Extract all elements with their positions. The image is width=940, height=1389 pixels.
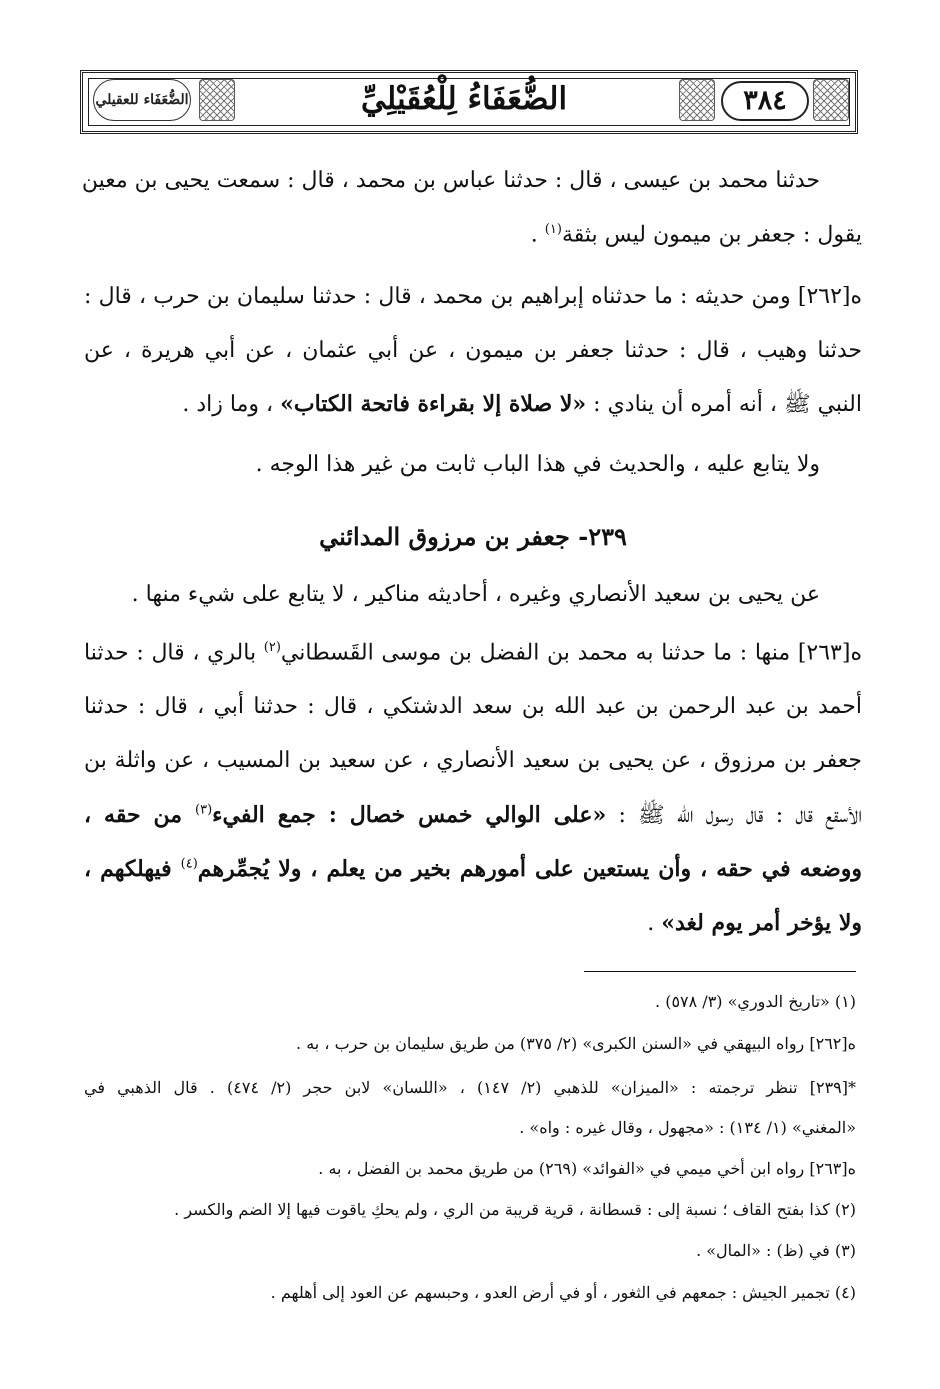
footnote-ref[interactable]: (١)	[544, 222, 562, 237]
footnote: (٢) كذا بفتح القاف ؛ نسبة إلى : قسطانة ، قرية قريبة من الري ، ولم يحكِ ياقوت فيها إلا الضم والكسر .	[174, 1200, 856, 1219]
text-segment: ، وما زاد .	[182, 392, 281, 417]
text-segment: يقول : جعفر بن ميمون ليس بثقة	[561, 222, 862, 248]
book-logo: الضُّعَفَاء للعقيلي	[93, 79, 191, 121]
text-segment: حدثنا وهيب ، قال : حدثنا جعفر بن ميمون ، عن أبي عثمان ، عن أبي هريرة ، عن	[84, 338, 862, 363]
text-line	[84, 284, 862, 310]
footnote: *[٢٣٩] تنظر ترجمته : «الميزان» للذهبي (٢/ ١٤٧) ، «اللسان» لابن حجر (٢/ ٤٧٤) . قال الذهبي في	[84, 1078, 857, 1097]
text-segment: بالري ، قال : حدثنا	[84, 640, 264, 666]
text-segment: النبي ﷺ ، أنه أمره أن ينادي :	[586, 392, 862, 417]
text-line	[84, 391, 862, 418]
text-segment: جعفر بن مرزوق ، عن يحيى بن سعيد الأنصاري ، عن سعيد بن المسيب ، عن واثلة بن	[84, 748, 862, 773]
hadith-text: من حقه ،	[84, 802, 196, 828]
text-segment: حدثنا محمد بن عيسى ، قال : حدثنا عباس بن محمد ، قال : سمعت يحيى بن معين	[81, 168, 820, 193]
text-line	[84, 640, 862, 667]
ornament-icon	[199, 79, 235, 121]
text-segment: ه[٢٦٣] منها : ما حدثنا به محمد بن الفضل بن موسى القَسطاني	[280, 640, 862, 666]
hadith-text: فيهلكهم ،	[84, 856, 181, 882]
footnote-ref[interactable]: (٣)	[195, 802, 213, 818]
hadith-text: ولا يؤخر أمر يوم لغد»	[661, 910, 862, 936]
footnote: (١) «تاريخ الدوري» (٣/ ٥٧٨) .	[655, 992, 856, 1011]
text-line	[84, 856, 862, 883]
hadith-text: ووضعه في حقه ، وأن يستعين على أمورهم بخير من يعلم ، ولا يُجمِّرهم	[197, 856, 862, 882]
footnote: (٤) تجمير الجيش : جمعهم في الثغور ، أو في أرض العدو ، وحبسهم عن العود إلى أهلهم .	[270, 1283, 856, 1302]
text-line	[84, 338, 862, 364]
hadith-text: «على الوالي خمس خصال : جمع الفيء	[212, 802, 607, 828]
text-segment: الأسقع قال : قال رسول الله ﷺ :	[606, 803, 862, 828]
section-title: ٢٣٩- جعفر بن مرزوق المدائني	[319, 522, 627, 551]
text-segment: .	[647, 911, 662, 936]
ornament-icon	[813, 79, 849, 121]
text-line	[84, 452, 820, 478]
text-segment: أحمد بن عبد الرحمن بن عبد الله بن سعد الدشتكي ، قال : حدثنا أبي ، قال : حدثنا	[84, 694, 862, 719]
text-line	[81, 168, 820, 194]
page-header	[80, 70, 858, 134]
text-segment: .	[530, 222, 545, 248]
text-line	[84, 748, 862, 774]
text-line	[84, 582, 820, 608]
text-segment: عن يحيى بن سعيد الأنصاري وغيره ، أحاديثه مناكير ، لا يتابع على شيء منها .	[131, 582, 820, 607]
page-number: ٣٨٤	[721, 81, 809, 121]
footnote-ref[interactable]: (٢)	[263, 640, 281, 655]
text-segment: ولا يتابع عليه ، والحديث في هذا الباب ثابت من غير هذا الوجه .	[255, 452, 820, 477]
text-line	[84, 694, 862, 720]
text-segment: ه[٢٦٢] ومن حديثه : ما حدثناه إبراهيم بن محمد ، قال : حدثنا سليمان بن حرب ، قال :	[84, 284, 862, 309]
ornament-icon	[679, 79, 715, 121]
text-line	[84, 222, 862, 249]
footnote: ه[٢٦٢] رواه البيهقي في «السنن الكبرى» (٢/ ٣٧٥) من طريق سليمان بن حرب ، به .	[296, 1034, 856, 1053]
footnote-ref[interactable]: (٤)	[180, 856, 198, 872]
text-line	[84, 802, 862, 829]
footnote-separator	[584, 971, 856, 972]
footnote: (٣) في (ظ) : «المال» .	[696, 1241, 856, 1260]
running-title: الضُّعَفَاءُ لِلْعُقَيْلِيِّ	[360, 81, 568, 117]
hadith-text: «لا صلاة إلا بقراءة فاتحة الكتاب»	[280, 391, 587, 417]
text-line	[84, 910, 862, 937]
footnote: «المغني» (١/ ١٣٤) : «مجهول ، وقال غيره : واه» .	[519, 1118, 856, 1137]
footnote: ه[٢٦٣] رواه ابن أخي ميمي في «الفوائد» (٢٦٩) من طريق محمد بن الفضل ، به .	[318, 1159, 856, 1178]
